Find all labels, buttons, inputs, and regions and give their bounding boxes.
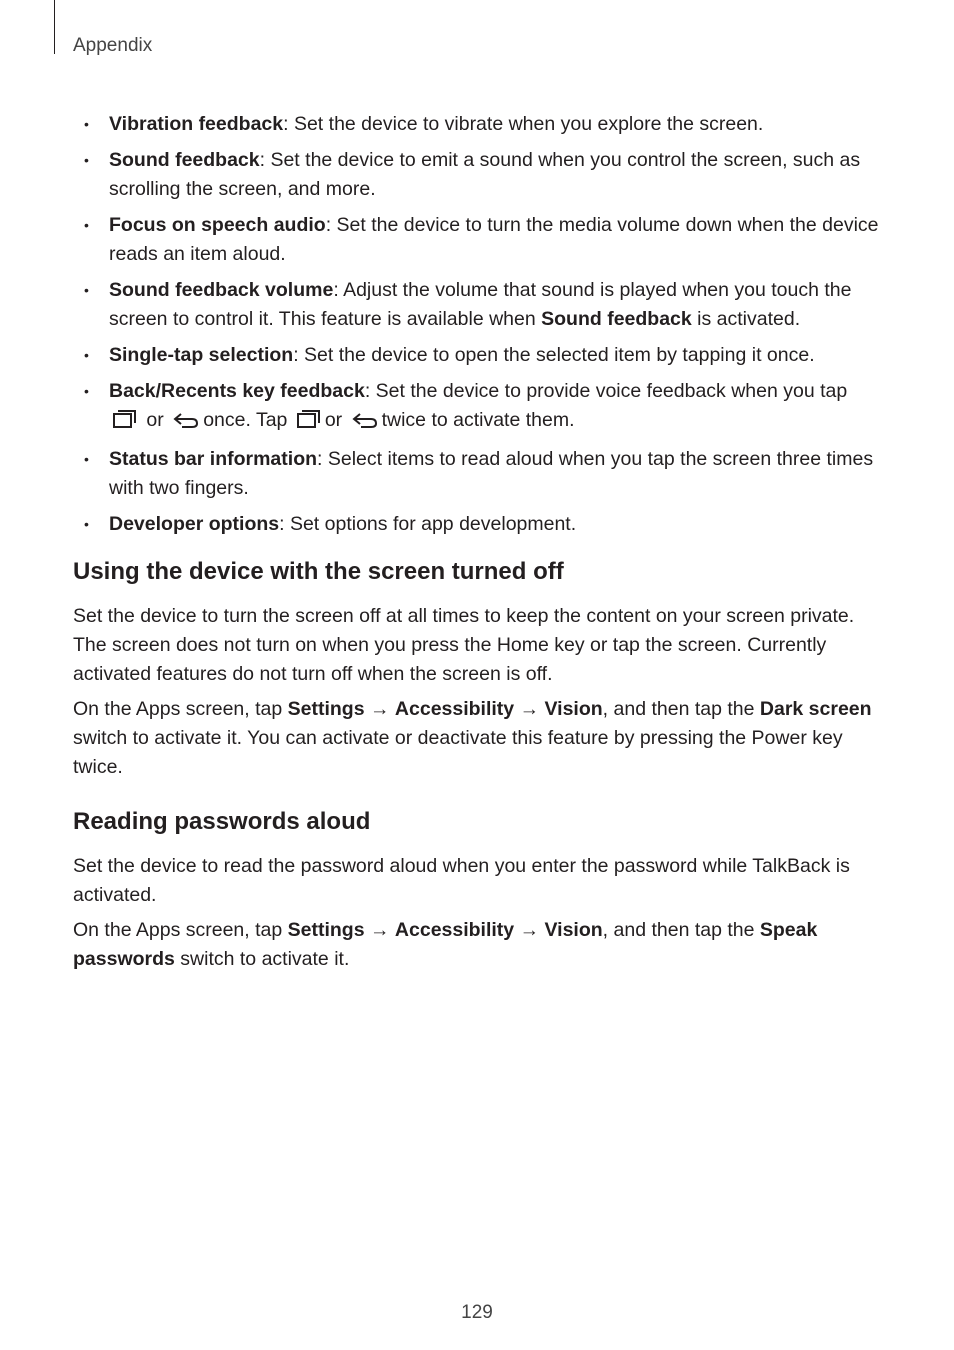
menu-path-accessibility: Accessibility — [394, 919, 515, 941]
back-key-icon — [351, 409, 379, 438]
arrow-icon: → — [514, 919, 545, 941]
list-item-term-inline: Sound feedback — [541, 308, 692, 330]
menu-path-vision: Vision — [544, 919, 603, 941]
list-item-text: : Set the device to open the selected item by tapping it once. — [293, 344, 815, 366]
list-item — [73, 146, 883, 204]
paragraph: Set the device to read the password aloud when you enter the password while TalkBack is activated. — [73, 855, 850, 906]
recents-key-icon — [112, 409, 138, 438]
menu-path-settings: Settings — [287, 919, 365, 941]
list-item-text-or: or — [146, 409, 164, 431]
list-item-text-tail: twice to activate them. — [381, 409, 575, 431]
text: On the Apps screen, tap — [73, 919, 288, 941]
back-key-icon — [172, 409, 200, 438]
list-item-text-tail: is activated. — [691, 308, 801, 330]
bullet-icon: • — [84, 116, 89, 132]
list-item-text: : Select items to read aloud when you tap the screen three times with two fingers. — [109, 448, 874, 499]
section-title-passwords: Reading passwords aloud — [73, 808, 371, 835]
page-number: 129 — [461, 1302, 493, 1323]
menu-path-vision: Vision — [544, 698, 603, 720]
list-item — [73, 445, 883, 503]
text: , and then tap the — [602, 698, 760, 720]
feature-list — [73, 110, 883, 546]
section-title-screen-off: Using the device with the screen turned off — [73, 558, 564, 585]
list-item — [73, 276, 883, 334]
paragraph-instructions — [73, 916, 873, 974]
list-item — [73, 110, 883, 139]
bullet-icon: • — [84, 451, 89, 467]
list-item-term: Focus on speech audio — [109, 214, 326, 236]
arrow-icon: → — [364, 698, 395, 720]
header-rule — [54, 0, 55, 54]
bullet-icon: • — [84, 217, 89, 233]
list-item-term: Status bar information — [109, 448, 318, 470]
list-item — [73, 341, 883, 370]
list-item-text: : Set the device to turn the media volume down when the device reads an item aloud. — [109, 214, 879, 265]
bullet-icon: • — [84, 347, 89, 363]
bullet-icon: • — [84, 516, 89, 532]
list-item-term: Sound feedback — [109, 149, 260, 171]
arrow-icon: → — [364, 919, 395, 941]
list-item-term: Developer options — [109, 513, 280, 535]
list-item-text-or: or — [324, 409, 343, 431]
section-header: Appendix — [73, 35, 153, 56]
bullet-icon: • — [84, 282, 89, 298]
list-item — [73, 377, 883, 438]
paragraph-instructions — [73, 695, 873, 782]
text: On the Apps screen, tap — [73, 698, 288, 720]
list-item-text: : Adjust the volume that sound is played when you touch the screen to control it. This feature is available when — [109, 279, 852, 330]
list-item-text-mid: once. Tap — [203, 409, 288, 431]
list-item — [73, 510, 883, 539]
text: switch to activate it. — [174, 948, 350, 970]
bullet-icon: • — [84, 152, 89, 168]
option-name: Speak passwords — [73, 919, 818, 970]
option-name: Dark screen — [759, 698, 872, 720]
recents-key-icon — [296, 409, 322, 438]
list-item-text: : Set the device to vibrate when you explore the screen. — [283, 113, 764, 135]
list-item-text: : Set the device to emit a sound when you control the screen, such as scrolling the screen, and more. — [109, 149, 861, 200]
list-item-text: : Set the device to provide voice feedback when you tap — [364, 380, 848, 402]
list-item-term: Vibration feedback — [109, 113, 284, 135]
menu-path-settings: Settings — [287, 698, 365, 720]
paragraph: Set the device to turn the screen off at all times to keep the content on your screen private. The screen does not turn on when you press the Home key or tap the screen. Currently activated features do not turn off when the screen is off. — [73, 605, 855, 685]
bullet-icon: • — [84, 383, 89, 399]
arrow-icon: → — [514, 698, 545, 720]
list-item — [73, 211, 883, 269]
text: , and then tap the — [602, 919, 760, 941]
list-item-term: Sound feedback volume — [109, 279, 334, 301]
menu-path-accessibility: Accessibility — [394, 698, 515, 720]
list-item-text: : Set options for app development. — [279, 513, 577, 535]
list-item-term: Back/Recents key feedback — [109, 380, 365, 402]
text: switch to activate it. You can activate or deactivate this feature by pressing the Power key twice. — [73, 727, 843, 778]
list-item-term: Single-tap selection — [109, 344, 294, 366]
